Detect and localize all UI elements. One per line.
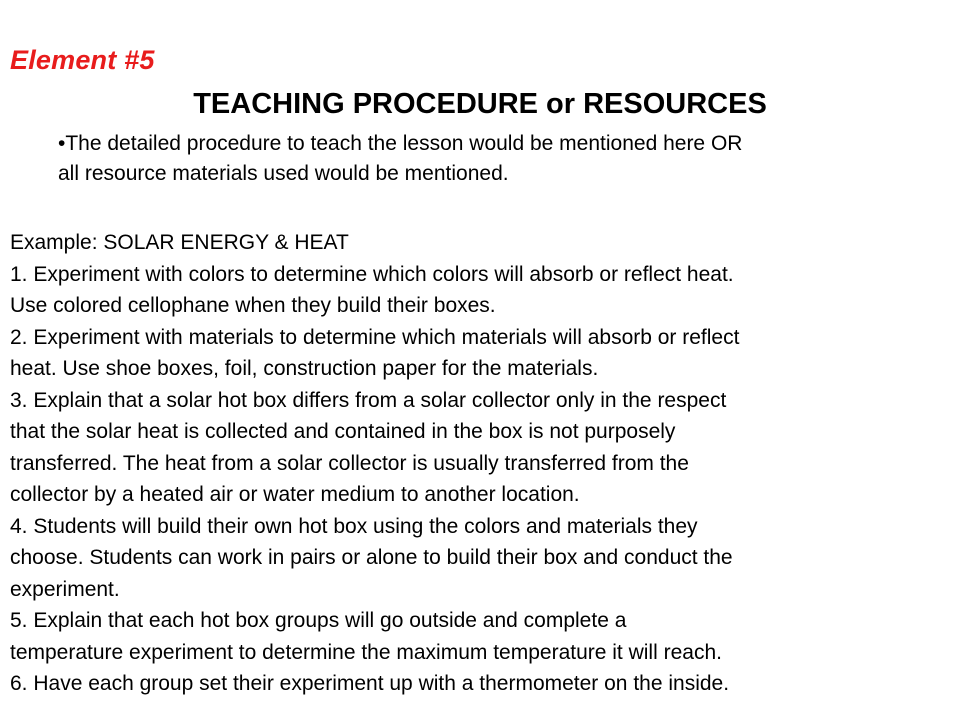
step-2 (10, 322, 955, 385)
element-label: Element #5 (10, 45, 155, 75)
step-line: 1. Experiment with colors to determine which colors will absorb or reflect heat. (10, 262, 734, 286)
step-line: collector by a heated air or water medium to another location. (10, 483, 580, 506)
step-line: temperature experiment to determine the maximum temperature it will reach. (10, 640, 722, 664)
step-line: 3. Explain that a solar hot box differs from a solar collector only in the respect (10, 388, 727, 412)
step-line: 4. Students will build their own hot box using the colors and materials they (10, 514, 698, 538)
step-line: 5. Explain that each hot box groups will go outside and complete a (10, 609, 627, 632)
example-body (10, 227, 955, 700)
slide-title: TEACHING PROCEDURE or RESOURCES (193, 88, 767, 120)
step-line: experiment. (10, 577, 120, 601)
step-1 (10, 259, 955, 322)
step-6 (10, 668, 955, 700)
step-line: choose. Students can work in pairs or alone to build their box and conduct the (10, 546, 733, 569)
step-3 (10, 385, 955, 511)
step-line: heat. Use shoe boxes, foil, construction paper for the materials. (10, 357, 599, 380)
intro-line: all resource materials used would be mentioned. (58, 162, 509, 185)
step-line: 2. Experiment with materials to determine which materials will absorb or reflect (10, 325, 740, 349)
intro-line: •The detailed procedure to teach the lesson would be mentioned here OR (58, 132, 743, 155)
intro-bullet (58, 129, 948, 189)
step-line: Use colored cellophane when they build their boxes. (10, 294, 496, 317)
step-5 (10, 605, 955, 668)
step-line: 6. Have each group set their experiment up with a thermometer on the inside. (10, 672, 730, 695)
step-line: transferred. The heat from a solar collector is usually transferred from the (10, 451, 689, 475)
step-4 (10, 511, 955, 606)
step-line: that the solar heat is collected and contained in the box is not purposely (10, 420, 676, 443)
example-heading: Example: SOLAR ENERGY & HEAT (10, 231, 349, 254)
